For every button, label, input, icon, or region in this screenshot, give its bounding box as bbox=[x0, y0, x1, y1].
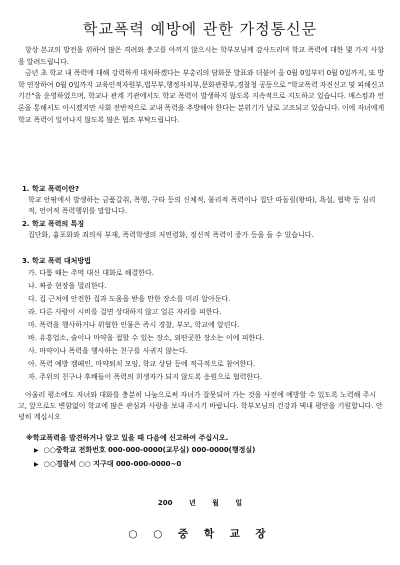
report-line-school bbox=[26, 444, 376, 458]
intro-paragraph-1: 항상 본교의 발전을 위하여 많은 격려와 충고를 아끼지 않으시는 학부모님께 감사드리며 학교 폭력에 대한 몇 가지 사항을 알려드립니다. bbox=[18, 46, 384, 66]
issue-date: 200 년 월 일 bbox=[157, 499, 243, 507]
list-item: 라. 다른 사람이 시비를 걸면 상대하지 않고 얼른 자리를 피한다. bbox=[28, 307, 222, 316]
page-title: 학교폭력 예방에 관한 가정통신문 bbox=[82, 20, 318, 38]
list-item: 마. 폭력을 행사하거나 위협한 인물은 즉시 경찰, 부모, 학교에 알린다. bbox=[28, 320, 240, 329]
section-features bbox=[22, 219, 382, 241]
list-item: 사. 마약이나 폭력을 행사하는 친구를 사귀지 않는다. bbox=[28, 346, 188, 355]
report-line-police bbox=[26, 458, 376, 472]
intro-section bbox=[18, 45, 384, 126]
police-phone: ○○경찰서 ○○ 지구대 000-000-0000~0 bbox=[43, 459, 182, 468]
list-item: 아. 폭력 예방 캠페인, 마약퇴치 모임, 학교 상담 등에 적극적으로 참여한다. bbox=[28, 359, 256, 368]
list-item: 가. 다툼 때는 주먹 대신 대화로 해결한다. bbox=[28, 268, 154, 277]
report-heading: ※학교폭력을 발견하거나 알고 있을 때 다음에 신고하여 주십시오. bbox=[26, 434, 229, 442]
response-list bbox=[22, 267, 382, 384]
section-response bbox=[22, 256, 382, 384]
school-phone: ○○중학교 전화번호 000-000-0000(교무실) 000-0000(행정실) bbox=[43, 446, 256, 454]
closing-section bbox=[18, 390, 384, 424]
section-definition bbox=[22, 184, 382, 217]
section-title: 3. 학교 폭력 대처방법 bbox=[22, 257, 91, 265]
report-box bbox=[26, 432, 376, 471]
triangle-bullet-icon: ▶ bbox=[34, 447, 39, 454]
list-item: 바. 유흥업소, 술이나 마약을 접할 수 있는 장소, 외딴곳한 장소는 이에 피한다. bbox=[28, 333, 265, 342]
list-item: 다. 집 근처에 안전한 집과 도움을 받을 만한 장소를 미리 알아둔다. bbox=[28, 294, 231, 303]
school-principal: ○ ○ 중 학 교 장 bbox=[128, 528, 272, 540]
intro-paragraph-2: 금년 초 학교 내 폭력에 대해 강력하게 대처하겠다는 부총리의 담화문 발표와 더불어 올 0월 0일부터 0월 0일까지, 또 방학 연장하여 0월 0일까지 교육인적자원부,법무부,행정자치부,문화관광부,경찰청 공동으로 "학교폭력 자진신고 및 피해신고 기간"을 운영하였으며, 학교나 관계 기관에서도 학교 폭력이 발생하지 않도록 지속적으로 지도하고 있습니다. 매스컴과 언론을 통해서도 아시겠지만 사회 전반적으로 교내 폭력을 추방해야 한다는 분위기가 날로 고조되고 있습니다. 이에 자녀에게 학교 폭력이 일어나지 않도록 많은 협조 부탁드립니다. bbox=[18, 69, 384, 124]
section-title: 2. 학교 폭력의 특징 bbox=[22, 220, 85, 228]
list-item: 나. 짜증 현장을 멀리한다. bbox=[28, 281, 107, 290]
closing-paragraph: 아울러 평소에도 자녀와 대화를 충분히 나눔으로써 자녀가 잘못되어 가는 것을 사전에 예방할 수 있도록 노력해 주시고, 앞으로도 변함없이 학교에 많은 관심과 사랑을 보내 주시기 바랍니다. 학부모님의 건강과 댁내 평안을 기원합니다. 안녕히 계십시오 bbox=[18, 391, 383, 422]
section-body: 학교 안팎에서 발생하는 금품갈취, 폭행, 구타 등의 신체적, 물리적 폭력이나 집단 따돌림(왕따), 욕설, 협박 등 심리적, 언어적 폭력행위를 말합니다. bbox=[28, 195, 376, 215]
list-item: 자. 주위의 친구나 후배들이 폭력의 희생자가 되지 않도록 응원으로 협력한다. bbox=[28, 372, 263, 381]
section-body: 집단화, 흉포화와 죄의식 부재, 폭력학생의 저연령화, 정신적 폭력이 증가 등을 들 수 있습니다. bbox=[28, 230, 314, 239]
triangle-bullet-icon: ▶ bbox=[34, 460, 39, 468]
section-title: 1. 학교 폭력이란? bbox=[22, 185, 80, 193]
